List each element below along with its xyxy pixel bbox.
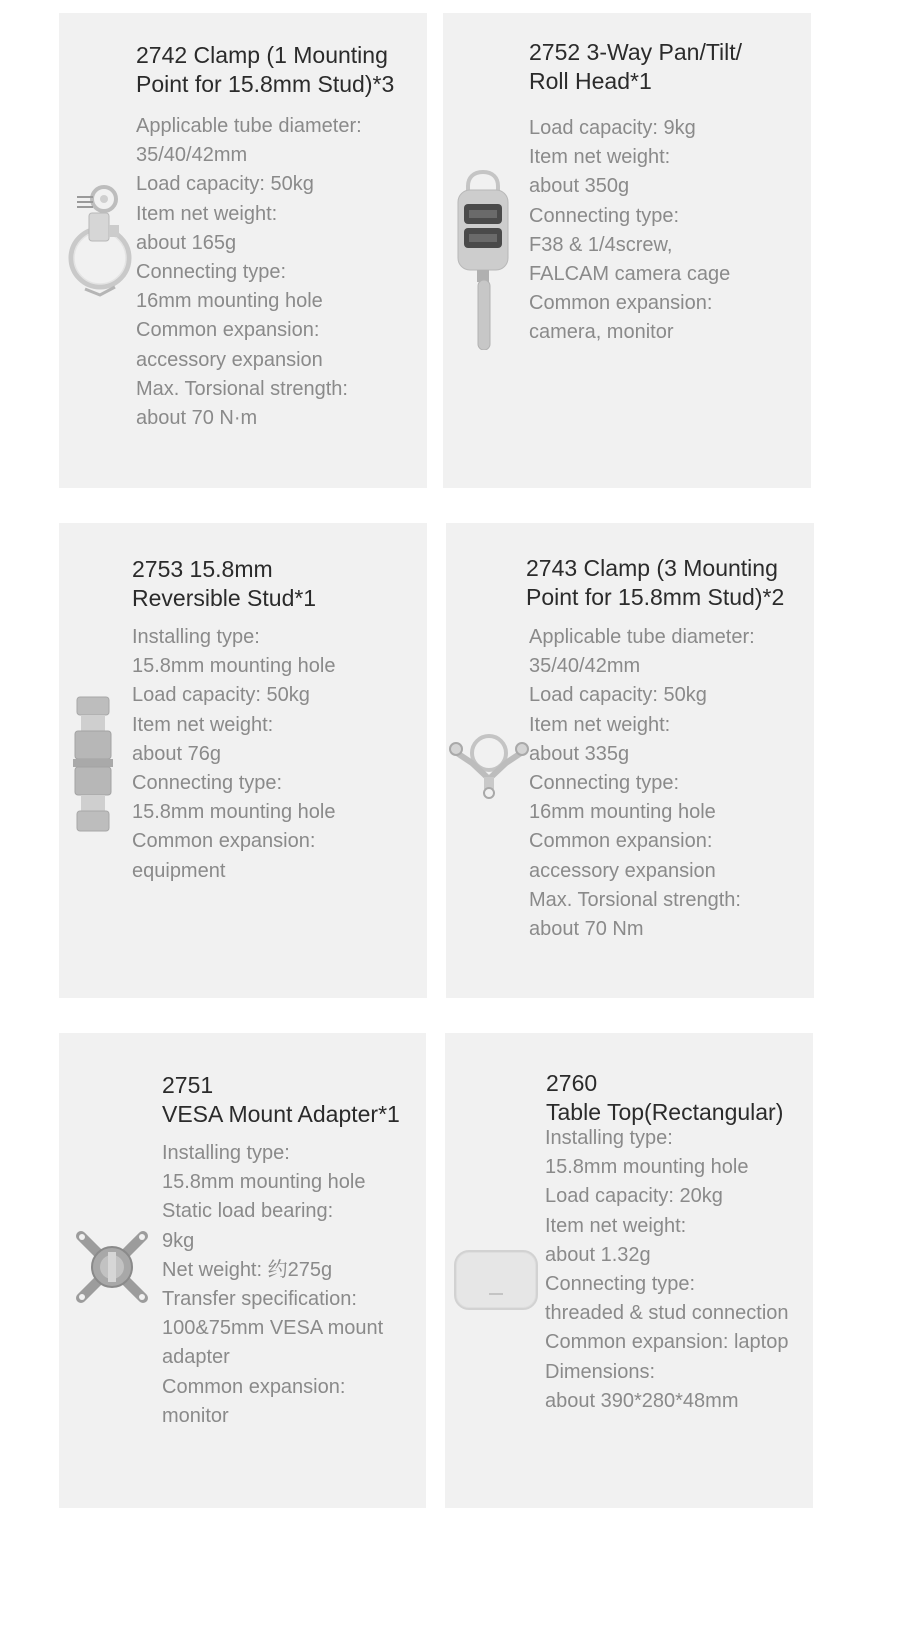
spec-line: Max. Torsional strength: bbox=[136, 377, 348, 400]
spec-line: Installing type: bbox=[162, 1142, 290, 1164]
product-title-line: Point for 15.8mm Stud)*2 bbox=[526, 584, 785, 610]
product-card-2742 bbox=[59, 13, 427, 488]
spec-line: 15.8mm mounting hole bbox=[132, 655, 336, 678]
spec-line: Common expansion: bbox=[529, 292, 713, 315]
spec-line: Applicable tube diameter: bbox=[529, 626, 755, 648]
spec-line: accessory expansion bbox=[136, 348, 323, 371]
triple-clamp-icon bbox=[448, 733, 530, 801]
spec-line: monitor bbox=[162, 1404, 229, 1427]
spec-line: Static load bearing: bbox=[162, 1200, 334, 1223]
spec-line: Connecting type: bbox=[136, 260, 287, 283]
spec-line: Common expansion: bbox=[136, 319, 320, 342]
spec-line: Load capacity: 9kg bbox=[529, 117, 696, 139]
spec-line: Common expansion: bbox=[529, 830, 713, 853]
spec-line: equipment bbox=[132, 859, 226, 882]
product-card-2751 bbox=[59, 1033, 426, 1508]
spec-line: Connecting type: bbox=[529, 771, 680, 794]
spec-line: Max. Torsional strength: bbox=[529, 888, 741, 911]
spec-line: Item net weight: bbox=[132, 713, 274, 736]
spec-line: 15.8mm mounting hole bbox=[162, 1171, 366, 1194]
spec-line: Connecting type: bbox=[545, 1272, 696, 1295]
product-title-line: 2743 Clamp (3 Mounting bbox=[526, 555, 778, 581]
spec-line: Connecting type: bbox=[529, 204, 680, 227]
table-top-icon bbox=[453, 1249, 539, 1313]
product-title-line: 2742 Clamp (1 Mounting bbox=[136, 42, 388, 68]
spec-line: about 1.32g bbox=[545, 1243, 651, 1266]
spec-line: Net weight: 约275g bbox=[162, 1258, 333, 1281]
product-card-2743 bbox=[446, 523, 814, 998]
product-title-line: 2751 bbox=[162, 1072, 214, 1098]
spec-line: about 350g bbox=[529, 175, 630, 198]
product-title-line: Point for 15.8mm Stud)*3 bbox=[136, 71, 395, 97]
spec-line: 35/40/42mm bbox=[136, 144, 248, 167]
spec-line: Item net weight: bbox=[529, 713, 671, 736]
spec-line: Installing type: bbox=[545, 1127, 673, 1149]
spec-line: Applicable tube diameter: bbox=[136, 115, 362, 137]
spec-line: Transfer specification: bbox=[162, 1287, 357, 1310]
spec-line: Load capacity: 20kg bbox=[545, 1185, 723, 1208]
spec-line: about 335g bbox=[529, 742, 630, 765]
spec-line: about 390*280*48mm bbox=[545, 1389, 739, 1412]
product-title-line: 2752 3-Way Pan/Tilt/ bbox=[529, 39, 743, 65]
spec-line: Installing type: bbox=[132, 626, 260, 648]
product-card-2760 bbox=[445, 1033, 813, 1508]
spec-line: 15.8mm mounting hole bbox=[132, 801, 336, 824]
spec-line: about 70 N·m bbox=[136, 406, 258, 429]
product-card-2753 bbox=[59, 523, 427, 998]
spec-line: Item net weight: bbox=[545, 1214, 687, 1237]
product-title-line: Table Top(Rectangular) bbox=[546, 1099, 784, 1125]
spec-line: 35/40/42mm bbox=[529, 655, 641, 678]
spec-line: Load capacity: 50kg bbox=[132, 684, 310, 707]
spec-line: Load capacity: 50kg bbox=[529, 684, 707, 707]
product-title-line: 2760 bbox=[546, 1070, 598, 1096]
spec-line: Connecting type: bbox=[132, 771, 283, 794]
spec-line: Dimensions: bbox=[545, 1360, 656, 1383]
spec-line: Item net weight: bbox=[529, 146, 671, 169]
spec-line: 9kg bbox=[162, 1229, 195, 1252]
spec-line: Common expansion: bbox=[132, 830, 316, 853]
product-title-line: Roll Head*1 bbox=[529, 68, 652, 94]
spec-line: 16mm mounting hole bbox=[136, 290, 323, 313]
product-title-line: Reversible Stud*1 bbox=[132, 585, 317, 611]
spec-line: accessory expansion bbox=[529, 859, 716, 882]
pan-tilt-head-icon bbox=[455, 170, 511, 350]
product-card-2752 bbox=[443, 13, 811, 488]
spec-line: about 76g bbox=[132, 742, 221, 765]
spec-line: 16mm mounting hole bbox=[529, 801, 716, 824]
spec-line: Load capacity: 50kg bbox=[136, 173, 314, 196]
spec-line: 15.8mm mounting hole bbox=[545, 1156, 749, 1179]
reversible-stud-icon bbox=[71, 695, 115, 833]
spec-line: F38 & 1/4screw, bbox=[529, 233, 673, 256]
spec-line: camera, monitor bbox=[529, 321, 674, 344]
spec-line: Common expansion: laptop bbox=[545, 1331, 789, 1354]
spec-line: threaded & stud connection bbox=[545, 1302, 789, 1325]
spec-line: about 165g bbox=[136, 231, 237, 254]
single-clamp-icon bbox=[65, 183, 135, 308]
spec-line: 100&75mm VESA mount bbox=[162, 1317, 384, 1340]
spec-line: about 70 Nm bbox=[529, 917, 644, 940]
spec-line: Item net weight: bbox=[136, 202, 278, 225]
product-title-line: VESA Mount Adapter*1 bbox=[162, 1101, 400, 1127]
product-title-line: 2753 15.8mm bbox=[132, 556, 273, 582]
spec-line: FALCAM camera cage bbox=[529, 262, 731, 285]
spec-line: adapter bbox=[162, 1346, 230, 1369]
vesa-adapter-icon bbox=[75, 1230, 149, 1304]
spec-line: Common expansion: bbox=[162, 1375, 346, 1398]
